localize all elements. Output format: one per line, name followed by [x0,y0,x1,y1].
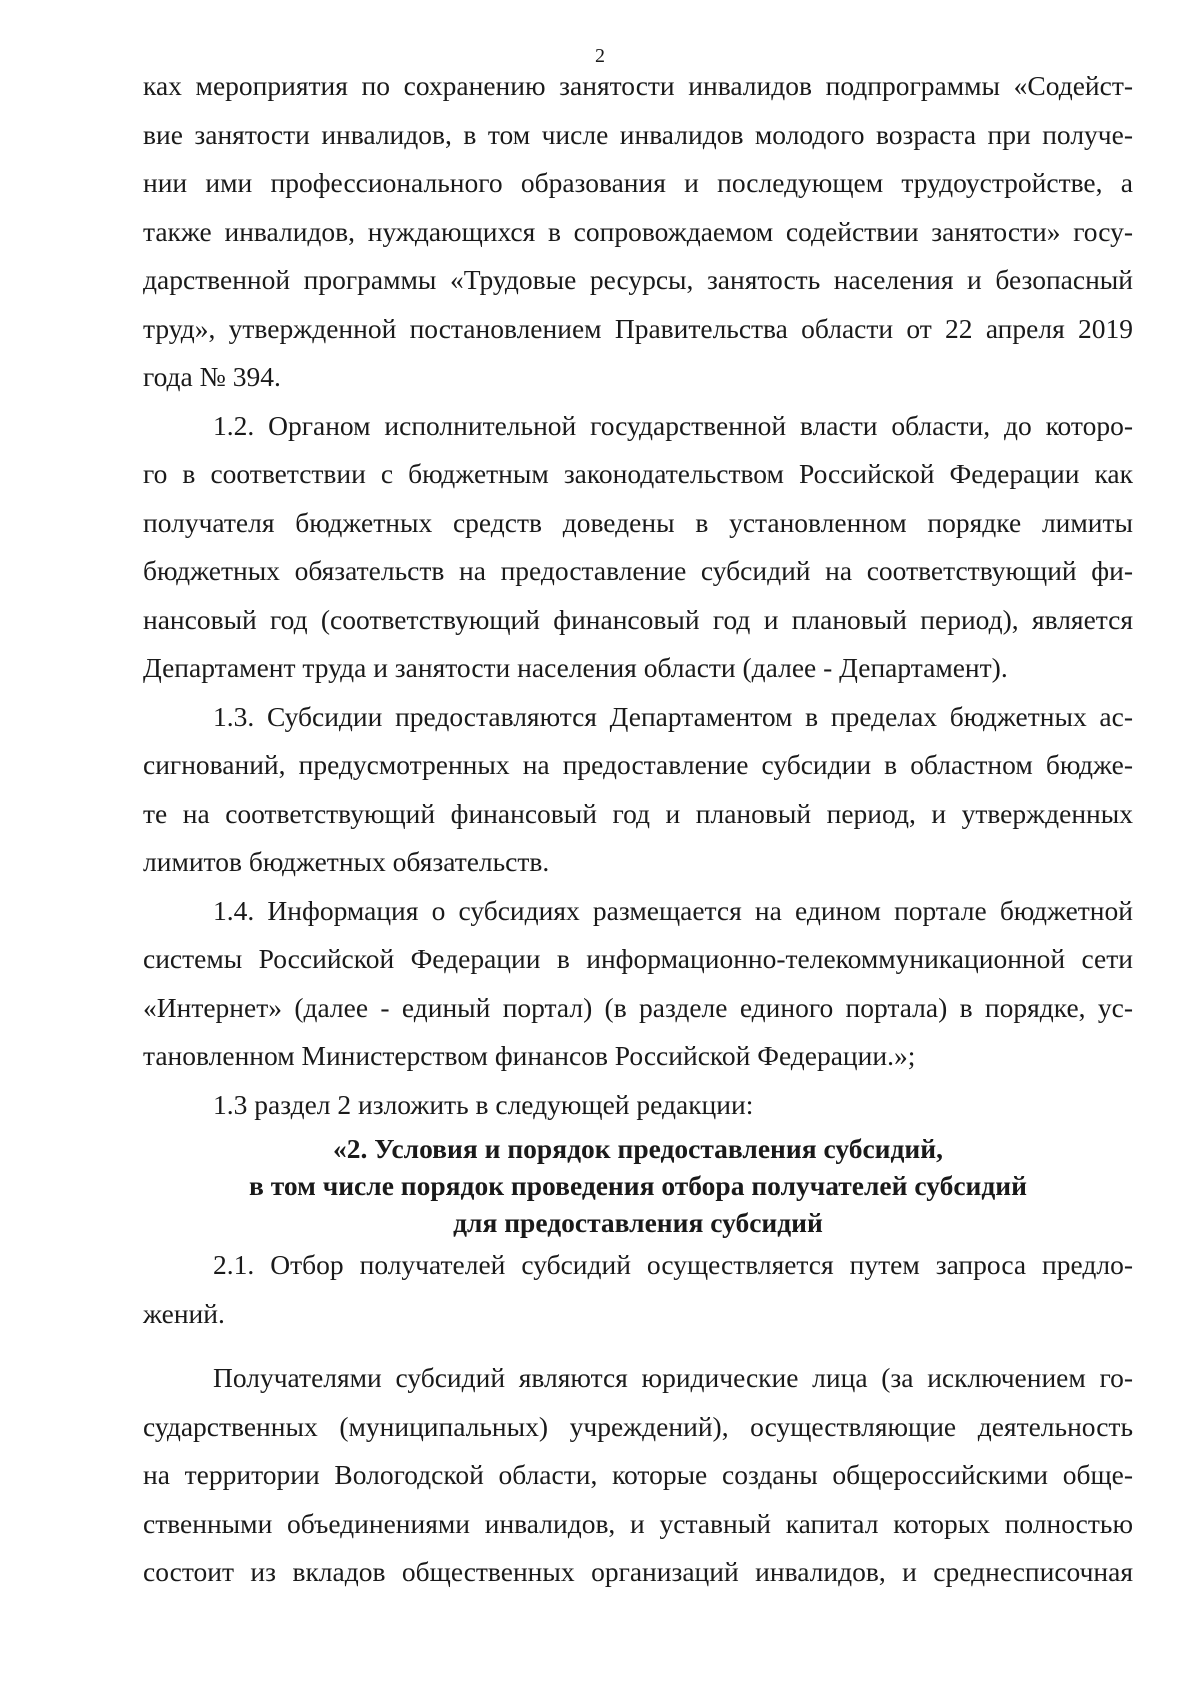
text-line: сигнований, предусмотренных на предоставление субсидии в областном бюдже- [143,749,1133,780]
section-heading [143,1130,1133,1241]
text-line: бюджетных обязательств на предоставление субсидий на соответствующий фи- [143,555,1133,586]
text-line: го в соответствии с бюджетным законодательством Российской Федерации как [143,458,1133,489]
text-line: ках мероприятия по сохранению занятости инвалидов подпрограммы «Содейст- [143,70,1133,101]
text-line: те на соответствующий финансовый год и плановый период, и утвержденных [143,797,1133,829]
text-line: ственными объединениями инвалидов, и уставный капитал которых полностью [143,1507,1133,1539]
text-line: Получателями субсидий являются юридические лица (за исключением го- [213,1362,1133,1393]
text-line: Департамент труда и занятости населения области (далее - Департамент). [143,652,1008,683]
text-line: 2.1. Отбор получателей субсидий осуществляется путем запроса предло- [213,1249,1133,1280]
text-line: тановленном Министерством финансов Российской Федерации.»; [143,1040,916,1071]
text-line: жений. [143,1297,225,1329]
text-line: сударственных (муниципальных) учреждений), осуществляющие деятельность [143,1410,1133,1442]
text-line: состоит из вкладов общественных организаций инвалидов, и среднесписочная [143,1556,1133,1587]
text-line: нансовый год (соответствующий финансовый год и плановый период), является [143,603,1133,635]
text-line: вие занятости инвалидов, в том числе инвалидов молодого возраста при получе- [143,118,1133,150]
text-line: 1.2. Органом исполнительной государственной власти области, до которо- [213,409,1133,441]
document-body [143,62,1133,1597]
text-line: «Интернет» (далее - единый портал) (в разделе единого портала) в порядке, ус- [143,991,1133,1023]
page-number: 2 [595,45,605,67]
heading-line: в том числе порядок проведения отбора получателей субсидий [249,1170,1027,1201]
heading-line: «2. Условия и порядок предоставления субсидий, [333,1133,943,1164]
text-line: лимитов бюджетных обязательств. [143,846,550,877]
text-line: нии ими профессионального образования и последующем трудоустройстве, а [143,167,1133,198]
text-line: труд», утвержденной постановлением Правительства области от 22 апреля 2019 [143,312,1133,344]
heading-line: для предоставления субсидий [453,1207,823,1238]
text-line: 1.4. Информация о субсидиях размещается на едином портале бюджетной [213,894,1133,926]
text-line: года № 394. [143,361,281,392]
text-line: дарственной программы «Трудовые ресурсы, занятость населения и безопасный [143,264,1133,295]
text-line: получателя бюджетных средств доведены в установленном порядке лимиты [143,506,1133,538]
text-line: на территории Вологодской области, которые созданы общероссийскими обще- [143,1459,1133,1490]
text-line: системы Российской Федерации в информационно-телекоммуникационной сети [143,943,1133,974]
text-line: также инвалидов, нуждающихся в сопровождаемом содействии занятости» госу- [143,215,1133,247]
text-line: 1.3. Субсидии предоставляются Департаментом в пределах бюджетных ас- [213,700,1133,732]
text-line: 1.3 раздел 2 изложить в следующей редакции: [213,1088,754,1120]
